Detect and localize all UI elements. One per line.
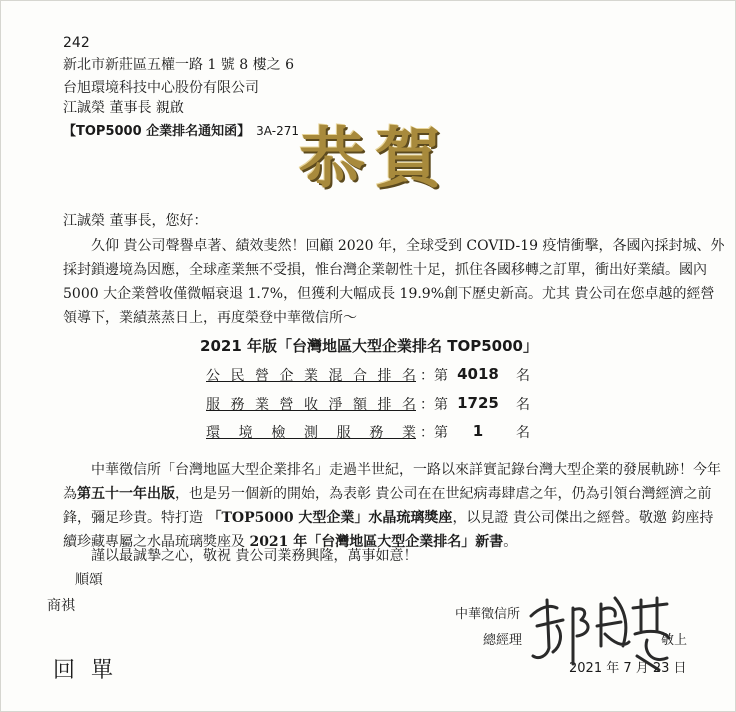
paragraph-wishes-text: 謹以最誠摯之心，敬祝 貴公司業務興隆，萬事如意！ <box>91 548 418 564</box>
notice-header <box>63 120 299 139</box>
paragraph-history <box>63 458 727 554</box>
paragraph-history-bold-1: 第五十一年出版 <box>77 486 175 502</box>
signoff-phrase: 商祺 <box>47 598 75 614</box>
paragraph-intro <box>63 234 727 330</box>
ranking-row <box>206 365 536 389</box>
notice-label: 【TOP5000 企業排名通知函】 <box>63 124 251 139</box>
paragraph-history-bold-2: 「TOP5000 大型企業」水晶琉璃獎座 <box>207 510 453 526</box>
paragraph-intro-text: 久仰 貴公司聲譽卓著、績效斐然！回顧 2020 年，全球受到 COVID-19 疫情衝擊，各國內採封城、外採封鎖邊境為因應，全球產業無不受損，惟台灣企業韌性十足，抓住各國移轉之訂單，衝出好業績。國內 5000 大企業營收僅微幅衰退 1.7%，但獲利大幅成長 19.9%創下歷史新高。尤其 貴公司在您卓越的經營領導下，業績蒸蒸日上，再度榮登中華徵信所〜 <box>63 238 725 326</box>
ranking-title: 2021 年版「台灣地區大型企業排名 TOP5000」 <box>200 337 538 355</box>
ranking-number: 4018 <box>457 365 499 383</box>
ranking-row <box>206 394 536 418</box>
notice-code: 3A-271 <box>256 124 299 138</box>
ranking-category: 公民營企業混合排名 <box>206 368 416 384</box>
postal-code: 242 <box>63 35 90 51</box>
sender-respect: 敬上 <box>661 633 688 648</box>
ranking-category: 環境檢測服務業 <box>206 425 416 441</box>
letter-date: 2021 年 7 月 23 日 <box>569 661 687 676</box>
ranking-row <box>206 422 536 446</box>
ranking-number: 1 <box>472 422 484 440</box>
paragraph-wishes <box>63 544 723 568</box>
paragraph-history-text-4: 。 <box>503 534 518 550</box>
ranking-number: 1725 <box>457 394 499 412</box>
sender-title: 總經理 <box>483 633 523 648</box>
handwritten-signature <box>517 586 677 676</box>
recipient-address: 新北市新莊區五權一路 1 號 8 樓之 6 <box>63 57 294 73</box>
congratulations-title: 恭賀 <box>299 119 451 197</box>
recipient-company: 台旭環境科技中心股份有限公司 <box>63 80 259 96</box>
ranking-unit: 名 <box>516 397 530 413</box>
paragraph-history-text-2: ，也是另一個新的開始，為表彰 貴公司在在世紀病毒肆虐之年，仍為引領台灣經濟之前鋒，彌足珍貴。特打造 <box>63 486 712 526</box>
recipient-name: 江誠榮 董事長 親啟 <box>63 100 184 116</box>
ranking-colon: ：第 <box>420 425 448 441</box>
ranking-unit: 名 <box>516 425 530 441</box>
reply-slip-label: 回單 <box>53 658 130 683</box>
ranking-unit: 名 <box>516 368 530 384</box>
closing-phrase: 順頌 <box>75 572 103 588</box>
sender-organization: 中華徵信所 <box>455 607 521 622</box>
paragraph-history-text-3: ，以見證 貴公司傑出之經營。敬邀 鈞座持續珍藏專屬之水晶琉璃獎座及 <box>63 510 714 550</box>
greeting: 江誠榮 董事長，您好： <box>63 213 208 229</box>
paragraph-history-text-1: 中華徵信所「台灣地區大型企業排名」走過半世紀，一路以來詳實記錄台灣大型企業的發展軌跡！今年為 <box>63 462 721 502</box>
ranking-colon: ：第 <box>420 368 448 384</box>
paragraph-history-bold-3: 2021 年「台灣地區大型企業排名」新書 <box>249 534 504 550</box>
ranking-category: 服務業營收淨額排名 <box>206 397 416 413</box>
ranking-colon: ：第 <box>420 397 448 413</box>
